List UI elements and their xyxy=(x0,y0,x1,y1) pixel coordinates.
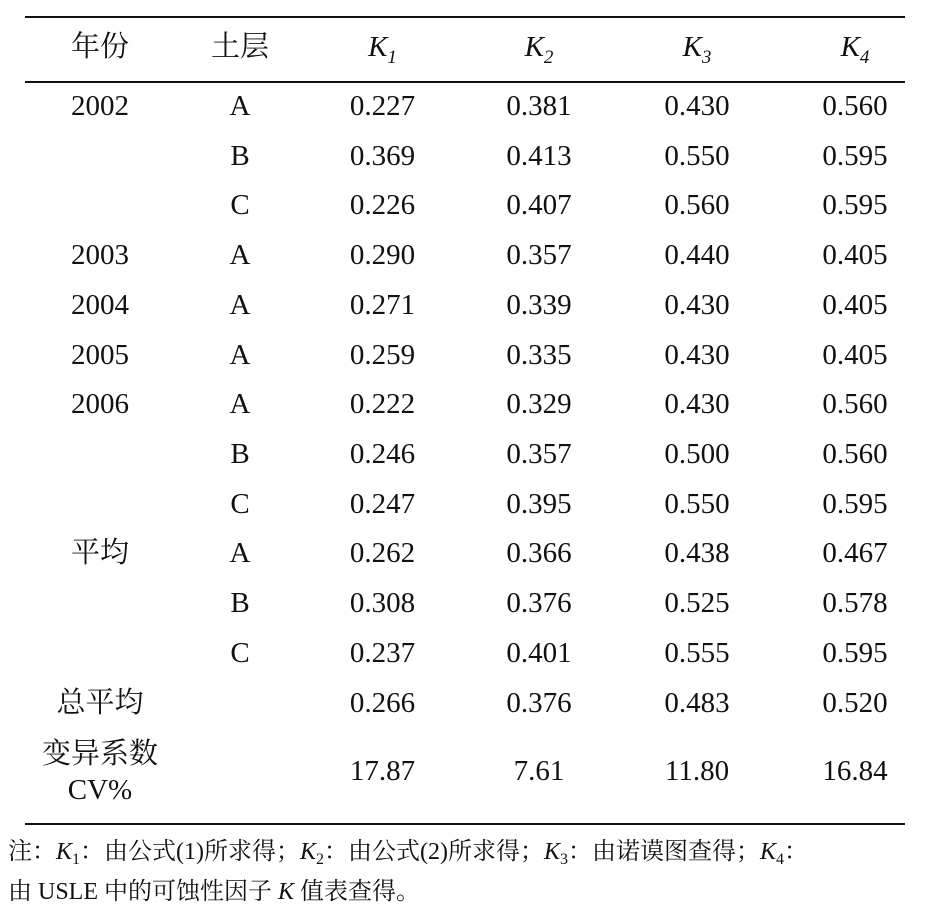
cell-k3: 0.430 xyxy=(664,90,730,122)
overall-k1: 0.266 xyxy=(349,687,416,719)
cell-k2: 0.366 xyxy=(506,537,572,570)
cell-k3: 0.560 xyxy=(664,189,730,222)
cell-layer: A xyxy=(229,388,251,421)
cell-k2: 0.339 xyxy=(506,288,572,321)
cell-year: 2004 xyxy=(71,288,129,321)
overall-label: 总平均 xyxy=(56,687,144,719)
cell-layer: A xyxy=(229,90,251,122)
cv-k1: 17.87 xyxy=(349,755,416,787)
cell-k1: 0.247 xyxy=(349,487,416,520)
cell-k2: 0.376 xyxy=(506,587,572,619)
table-footnote xyxy=(8,836,948,909)
cell-k4: 0.560 xyxy=(822,90,888,122)
cell-k4: 0.560 xyxy=(822,437,888,470)
cell-k1: 0.237 xyxy=(349,636,416,669)
cv-label-line2: CV% xyxy=(67,774,133,806)
cell-year: 2003 xyxy=(71,239,129,272)
cell-k3: 0.430 xyxy=(664,338,730,371)
cell-k2: 0.407 xyxy=(506,189,572,222)
cell-k3: 0.438 xyxy=(664,537,730,570)
cell-k4: 0.595 xyxy=(822,139,888,172)
cv-label xyxy=(25,736,175,808)
cell-k1: 0.271 xyxy=(349,288,416,321)
cell-k4: 0.578 xyxy=(822,587,888,619)
cell-k3: 0.430 xyxy=(664,288,730,321)
cell-layer: C xyxy=(230,636,250,669)
cell-k3: 0.430 xyxy=(664,388,730,421)
cell-k3: 0.525 xyxy=(664,587,730,619)
cell-k1: 0.227 xyxy=(349,90,416,122)
cell-k4: 0.560 xyxy=(822,388,888,421)
cell-k2: 0.413 xyxy=(506,139,572,172)
cell-k2: 0.395 xyxy=(506,487,572,520)
cell-k4: 0.405 xyxy=(822,288,888,321)
header-k2: $K_2$ xyxy=(524,31,554,68)
cell-k1: 0.246 xyxy=(349,437,416,470)
cell-k4: 0.405 xyxy=(822,338,888,371)
overall-k3: 0.483 xyxy=(664,687,730,719)
cell-layer: B xyxy=(230,437,250,470)
cell-k1: 0.262 xyxy=(349,537,416,570)
cv-k3: 11.80 xyxy=(664,755,730,787)
cell-layer: B xyxy=(230,587,250,619)
header-year: 年份 xyxy=(70,31,129,63)
cell-year: 2006 xyxy=(71,388,129,421)
cell-year: 2002 xyxy=(71,90,129,122)
cell-layer: A xyxy=(229,537,251,570)
header-k3: $K_3$ xyxy=(682,31,712,68)
cell-k4: 0.467 xyxy=(822,537,888,570)
cell-k1: 0.259 xyxy=(349,338,416,371)
footnote-line1: 注：$K_1$：由公式(1)所求得；$K_2$：由公式(2)所求得；$K_3$：由诺谟图查得；$K_4$： xyxy=(8,839,809,868)
overall-k2: 0.376 xyxy=(506,687,572,719)
cell-k1: 0.290 xyxy=(349,239,416,272)
cell-k4: 0.595 xyxy=(822,189,888,222)
cell-layer: C xyxy=(230,487,250,520)
cell-layer: B xyxy=(230,139,250,172)
footnote-line2: 由 USLE 中的可蚀性因子 K 值表查得。 xyxy=(8,879,421,905)
cell-k2: 0.381 xyxy=(506,90,572,122)
cv-label-line1: 变异系数 xyxy=(41,738,158,770)
table-top-rule xyxy=(25,16,905,18)
cell-k3: 0.500 xyxy=(664,437,730,470)
cell-k2: 0.329 xyxy=(506,388,572,421)
cell-k3: 0.550 xyxy=(664,487,730,520)
cell-k1: 0.226 xyxy=(349,189,416,222)
header-k1: $K_1$ xyxy=(368,31,397,68)
cell-year: 平均 xyxy=(70,537,129,570)
cell-k2: 0.357 xyxy=(506,239,572,272)
cell-k1: 0.369 xyxy=(349,139,416,172)
cell-k3: 0.550 xyxy=(664,139,730,172)
header-layer: 土层 xyxy=(210,31,269,63)
header-k4: $K_4$ xyxy=(840,31,870,68)
cell-layer: A xyxy=(229,239,251,272)
cell-k4: 0.595 xyxy=(822,636,888,669)
cell-k2: 0.401 xyxy=(506,636,572,669)
table-bottom-rule xyxy=(25,823,905,825)
cell-k4: 0.405 xyxy=(822,239,888,272)
table-header-rule xyxy=(25,81,905,83)
cv-k4: 16.84 xyxy=(822,755,888,787)
cell-k3: 0.440 xyxy=(664,239,730,272)
cell-layer: A xyxy=(229,288,251,321)
cell-k1: 0.308 xyxy=(349,587,416,619)
cell-year: 2005 xyxy=(71,338,129,371)
cell-layer: A xyxy=(229,338,251,371)
cell-k3: 0.555 xyxy=(664,636,730,669)
cell-k1: 0.222 xyxy=(349,388,416,421)
cell-k2: 0.335 xyxy=(506,338,572,371)
cell-layer: C xyxy=(230,189,250,222)
cv-k2: 7.61 xyxy=(513,755,565,787)
overall-k4: 0.520 xyxy=(822,687,888,719)
cell-k2: 0.357 xyxy=(506,437,572,470)
cell-k4: 0.595 xyxy=(822,487,888,520)
